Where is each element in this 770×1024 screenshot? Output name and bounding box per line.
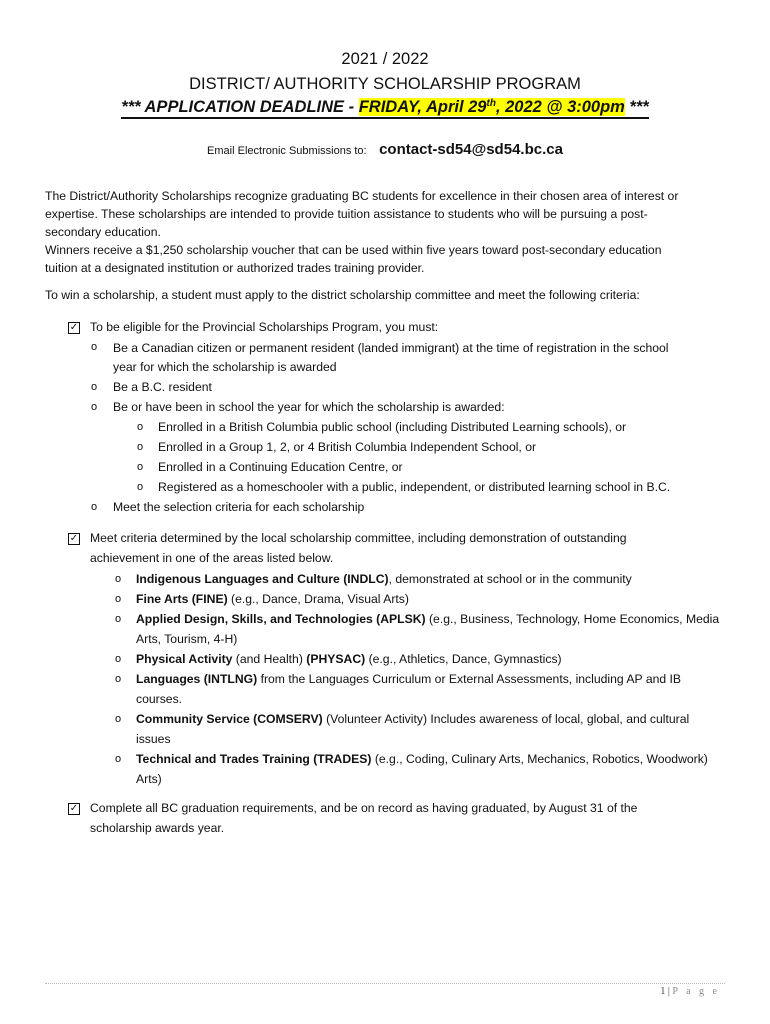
bullet-icon: o [91, 341, 98, 353]
area-item-cont: Arts, Tourism, 4-H) [136, 632, 238, 646]
intro-paragraph [45, 187, 725, 277]
eligibility-item: Meet the selection criteria for each scholarship [113, 500, 365, 514]
page-separator: | [665, 986, 673, 997]
deadline-heading [0, 98, 770, 117]
area-desc: from the Languages Curriculum or External Assessments, including AP and IB [257, 672, 682, 686]
bullet-icon: o [137, 461, 144, 473]
intro-line: Winners receive a $1,250 scholarship voucher that can be used within five years toward post-secondary education [45, 243, 662, 257]
bullet-icon: o [115, 673, 122, 685]
area-item [136, 569, 632, 589]
area-item-cont: Arts) [136, 772, 162, 786]
area-desc: (Volunteer Activity) Includes awareness of local, global, and cultural [322, 712, 690, 726]
area-item-cont: issues [136, 732, 171, 746]
email-address[interactable]: contact-sd54@sd54.bc.ca [379, 141, 563, 158]
checkbox-icon: ✓ [69, 322, 79, 333]
bullet-icon: o [137, 481, 144, 493]
criteria-intro: To win a scholarship, a student must apply to the district scholarship committee and meet the following criteria: [45, 288, 640, 302]
area-name: Fine Arts (FINE) [136, 592, 228, 606]
bullet-icon: o [137, 421, 144, 433]
area-item [136, 749, 708, 769]
eligibility-item: Be a B.C. resident [113, 380, 212, 394]
deadline-time: , 2022 @ 3:00pm [495, 98, 625, 116]
area-item [136, 649, 562, 669]
page-footer [660, 986, 720, 997]
email-row [0, 141, 770, 159]
bullet-icon: o [115, 713, 122, 725]
graduation-line: Complete all BC graduation requirements, and be on record as having graduated, by August 31 of the [90, 801, 638, 815]
eligibility-item-cont: year for which the scholarship is awarded [113, 360, 337, 374]
area-desc: , demonstrated at school or in the community [388, 572, 632, 586]
area-name: Applied Design, Skills, and Technologies (APLSK) [136, 612, 426, 626]
bullet-icon: o [91, 381, 98, 393]
school-type-item: Registered as a homeschooler with a public, independent, or distributed learning school in B.C. [158, 480, 671, 494]
local-criteria-line: achievement in one of the areas listed below. [90, 551, 334, 565]
year-heading: 2021 / 2022 [341, 50, 429, 68]
area-desc: (e.g., Coding, Culinary Arts, Mechanics, Robotics, Woodwork) [371, 752, 708, 766]
school-type-item: Enrolled in a British Columbia public school (including Distributed Learning schools), or [158, 420, 627, 434]
bullet-icon: o [115, 653, 122, 665]
intro-line: expertise. These scholarships are intended to provide tuition assistance to students who will be pursuing a post- [45, 207, 648, 221]
school-type-item: Enrolled in a Continuing Education Centre, or [158, 460, 403, 474]
area-name: Technical and Trades Training (TRADES) [136, 752, 372, 766]
program-title: DISTRICT/ AUTHORITY SCHOLARSHIP PROGRAM [189, 75, 581, 93]
area-code: (PHYSAC) [306, 652, 366, 666]
area-item [136, 609, 719, 629]
deadline-sup: th [486, 98, 496, 109]
deadline-date [359, 98, 625, 116]
deadline-suffix: *** [624, 98, 649, 116]
area-desc: (e.g., Dance, Drama, Visual Arts) [227, 592, 409, 606]
bullet-icon: o [91, 501, 98, 513]
intro-line: The District/Authority Scholarships recognize graduating BC students for excellence in their chosen area of interest or [45, 189, 679, 203]
area-item [136, 669, 681, 689]
school-type-item: Enrolled in a Group 1, 2, or 4 British Columbia Independent School, or [158, 440, 537, 454]
eligibility-item: Be or have been in school the year for which the scholarship is awarded: [113, 400, 505, 414]
page-label: P a g e [672, 986, 720, 997]
intro-line: tuition at a designated institution or authorized trades training provider. [45, 261, 425, 275]
area-name: Physical Activity [136, 652, 233, 666]
checkbox-icon: ✓ [69, 533, 79, 544]
eligibility-item: Be a Canadian citizen or permanent resident (landed immigrant) at the time of registration in the school [113, 341, 669, 355]
bullet-icon: o [115, 573, 122, 585]
bullet-icon: o [115, 753, 122, 765]
bullet-icon: o [115, 593, 122, 605]
footer-divider [45, 983, 725, 984]
bullet-icon: o [91, 401, 98, 413]
local-criteria-line: Meet criteria determined by the local scholarship committee, including demonstration of outstanding [90, 531, 627, 545]
area-item-cont: courses. [136, 692, 183, 706]
area-name: Community Service (COMSERV) [136, 712, 323, 726]
area-name: Indigenous Languages and Culture (INDLC) [136, 572, 389, 586]
checkbox-icon: ✓ [69, 803, 79, 814]
area-desc: (and Health) [232, 652, 307, 666]
area-item [136, 709, 689, 729]
area-name: Languages (INTLNG) [136, 672, 258, 686]
eligibility-heading: To be eligible for the Provincial Scholarships Program, you must: [90, 320, 439, 334]
graduation-line: scholarship awards year. [90, 821, 225, 835]
bullet-icon: o [137, 441, 144, 453]
area-desc: (e.g., Athletics, Dance, Gymnastics) [365, 652, 562, 666]
area-item [136, 589, 409, 609]
area-desc: (e.g., Business, Technology, Home Economics, Media [425, 612, 720, 626]
intro-line: secondary education. [45, 225, 161, 239]
deadline-prefix: *** APPLICATION DEADLINE - [121, 98, 359, 116]
email-label: Email Electronic Submissions to: [207, 145, 367, 157]
page-number: 1 [660, 986, 666, 997]
bullet-icon: o [115, 613, 122, 625]
deadline-day: FRIDAY, April 29 [358, 98, 487, 116]
